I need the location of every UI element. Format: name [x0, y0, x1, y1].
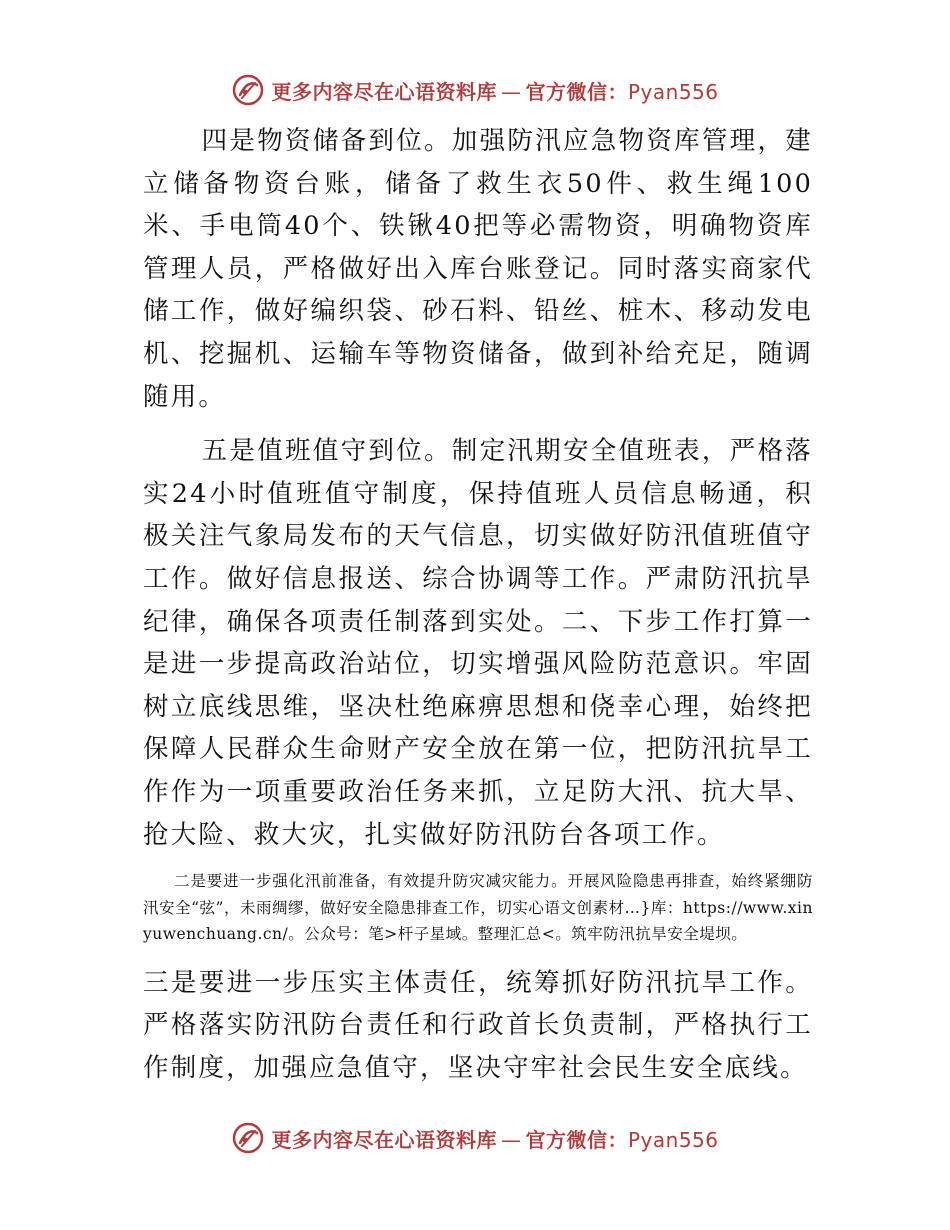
watermark-text: [271, 76, 718, 105]
paragraph-supplies: 四是物资储备到位。加强防汛应急物资库管理，建立储备物资台账，储备了救生衣50件、救生绳100米、手电筒40个、铁锹40把等必需物资，明确物资库管理人员，严格做好出入库台账登记。同时落实商家代储工作，做好编织袋、砂石料、铅丝、桩木、移动发电机、挖掘机、运输车等物资储备，做到补给充足，随调随用。: [143, 126, 813, 412]
watermark-id: Pyan556: [627, 79, 719, 104]
document-body: [143, 120, 813, 1101]
paragraph-preparation: 二是要进一步强化汛前准备，有效提升防灾减灾能力。开展风险隐患再排查，始终紧绷防汛安全“弦”，未雨绸缪，做好安全隐患排查工作，切实心语文创素材…}库：https://www.xinyuwenchuang.cn/。公众号：笔>杆子星域。整理汇总<。筑牢防汛抗旱安全堤坝。: [143, 872, 813, 944]
watermark-text: [271, 1124, 718, 1153]
brand-logo-icon: [231, 1121, 265, 1155]
paragraph-duty: 五是值班值守到位。制定汛期安全值班表，严格落实24小时值班值守制度，保持值班人员信息畅通，积极关注气象局发布的天气信息，切实做好防汛值班值守工作。做好信息报送、综合协调等工作。严肃防汛抗旱纪律，确保各项责任制落到实处。二、下步工作打算一是进一步提高政治站位，切实增强风险防范意识。牢固树立底线思维，坚决杜绝麻痹思想和侥幸心理，始终把保障人民群众生命财产安全放在第一位，把防汛抗旱工作作为一项重要政治任务来抓，立足防大汛、抗大旱、抢大险、救大灾，扎实做好防汛防台各项工作。: [143, 436, 813, 850]
watermark-dash: —: [500, 79, 522, 104]
paragraph-responsibility: 三是要进一步压实主体责任，统筹抓好防汛抗旱工作。严格落实防汛防台责任和行政首长负责制，严格执行工作制度，加强应急值守，坚决守牢社会民生安全底线。: [143, 967, 813, 1083]
footer-watermark: [0, 1118, 950, 1158]
watermark-dash: —: [500, 1127, 522, 1152]
brand-logo-icon: [231, 73, 265, 107]
watermark-id: Pyan556: [627, 1127, 719, 1152]
watermark-brand: 更多内容尽在心语资料库: [271, 79, 497, 104]
header-watermark: [0, 70, 950, 110]
watermark-suffix: 官方微信：: [525, 79, 628, 104]
watermark-brand: 更多内容尽在心语资料库: [271, 1127, 497, 1152]
watermark-suffix: 官方微信：: [525, 1127, 628, 1152]
